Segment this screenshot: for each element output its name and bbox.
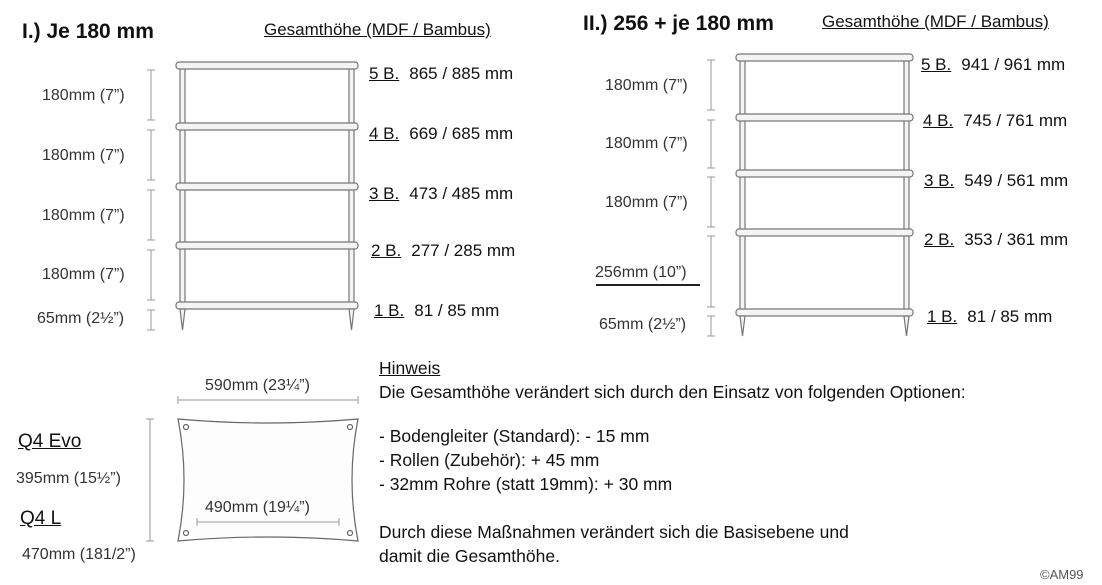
q4l-depth: 470mm (181/2”) xyxy=(22,546,136,563)
right-spacing-2: 180mm (7”) xyxy=(605,135,688,152)
left-rack-spike-left xyxy=(180,309,185,330)
left-spacing-4: 180mm (7”) xyxy=(42,266,125,283)
level-code: 3 B. xyxy=(369,184,400,203)
note-closing-1: Durch diese Maßnahmen verändert sich die Basisebene und xyxy=(379,522,849,542)
level-code: 1 B. xyxy=(374,301,405,320)
note-heading: Hinweis xyxy=(379,358,441,378)
level-value: 745 / 761 mm xyxy=(963,111,1068,130)
right-rack-shelf-4 xyxy=(736,114,913,121)
left-spacing-2: 180mm (7”) xyxy=(42,147,125,164)
left-level-2 xyxy=(371,242,515,259)
level-value: 669 / 685 mm xyxy=(409,124,514,143)
q4l-label: Q4 L xyxy=(20,508,62,529)
level-value: 941 / 961 mm xyxy=(961,55,1066,74)
note-item-1: - Bodengleiter (Standard): - 15 mm xyxy=(379,426,650,446)
left-level-1 xyxy=(374,302,499,319)
level-value: 353 / 361 mm xyxy=(964,230,1069,249)
left-level-5 xyxy=(369,65,513,82)
left-rack-shelf-4 xyxy=(176,123,358,130)
right-spacing-5: 65mm (2½”) xyxy=(599,316,687,333)
shelf-top-view xyxy=(178,419,358,541)
left-rack-shelf-5 xyxy=(176,62,358,69)
left-dimension-lines xyxy=(147,70,155,330)
level-code: 3 B. xyxy=(924,171,955,190)
left-level-3 xyxy=(369,185,513,202)
right-level-3 xyxy=(924,172,1068,189)
shelf-width-inner: 490mm (19¼”) xyxy=(205,499,310,516)
right-spacing-3: 180mm (7”) xyxy=(605,194,688,211)
left-spacing-3: 180mm (7”) xyxy=(42,207,125,224)
right-rack-shelf-1 xyxy=(736,309,913,316)
right-level-4 xyxy=(923,112,1067,129)
note-intro: Die Gesamthöhe verändert sich durch den Einsatz von folgenden Optionen: xyxy=(379,382,966,402)
right-rack-shelf-3 xyxy=(736,170,913,177)
right-rack xyxy=(736,54,913,336)
right-rack-spike-right xyxy=(904,316,909,336)
right-rack-spike-left xyxy=(740,316,745,336)
level-code: 1 B. xyxy=(927,307,958,326)
right-title: II.) 256 + je 180 mm xyxy=(583,12,774,35)
level-code: 5 B. xyxy=(369,64,400,83)
shelf-width-top: 590mm (23¼”) xyxy=(205,377,310,394)
left-rack-shelf-2 xyxy=(176,242,358,249)
left-spacing-1: 180mm (7”) xyxy=(42,87,125,104)
left-spacing-5: 65mm (2½”) xyxy=(37,310,125,327)
right-dimension-lines xyxy=(707,60,715,336)
level-value: 81 / 85 mm xyxy=(967,307,1053,326)
right-rack-shelf-5 xyxy=(736,54,913,61)
right-spacing-4: 256mm (10”) xyxy=(595,264,687,281)
right-level-1 xyxy=(927,308,1052,325)
right-rack-post-right xyxy=(904,56,909,314)
level-value: 277 / 285 mm xyxy=(411,241,516,260)
level-value: 473 / 485 mm xyxy=(409,184,514,203)
right-level-2 xyxy=(924,231,1068,248)
note-item-2: - Rollen (Zubehör): + 45 mm xyxy=(379,450,600,470)
right-header: Gesamthöhe (MDF / Bambus) xyxy=(822,12,1049,31)
level-code: 2 B. xyxy=(924,230,955,249)
left-rack-shelf-3 xyxy=(176,183,358,190)
right-spacing-1: 180mm (7”) xyxy=(605,77,688,94)
level-value: 549 / 561 mm xyxy=(964,171,1069,190)
right-level-5 xyxy=(921,56,1065,73)
level-code: 2 B. xyxy=(371,241,402,260)
left-rack-spike-right xyxy=(349,309,354,330)
q4evo-label: Q4 Evo xyxy=(18,431,82,452)
q4evo-depth: 395mm (15½”) xyxy=(16,470,121,487)
left-level-4 xyxy=(369,125,513,142)
left-rack xyxy=(176,62,358,330)
left-title: I.) Je 180 mm xyxy=(22,20,154,43)
level-code: 4 B. xyxy=(369,124,400,143)
right-rack-post-left xyxy=(740,56,745,314)
note-closing-2: damit die Gesamthöhe. xyxy=(379,546,560,566)
level-value: 81 / 85 mm xyxy=(414,301,500,320)
right-rack-shelf-2 xyxy=(736,229,913,236)
copyright: ©AM99 xyxy=(1040,567,1084,582)
left-header: Gesamthöhe (MDF / Bambus) xyxy=(264,20,491,39)
level-value: 865 / 885 mm xyxy=(409,64,514,83)
note-item-3: - 32mm Rohre (statt 19mm): + 30 mm xyxy=(379,474,673,494)
level-code: 5 B. xyxy=(921,55,952,74)
level-code: 4 B. xyxy=(923,111,954,130)
left-rack-shelf-1 xyxy=(176,302,358,309)
